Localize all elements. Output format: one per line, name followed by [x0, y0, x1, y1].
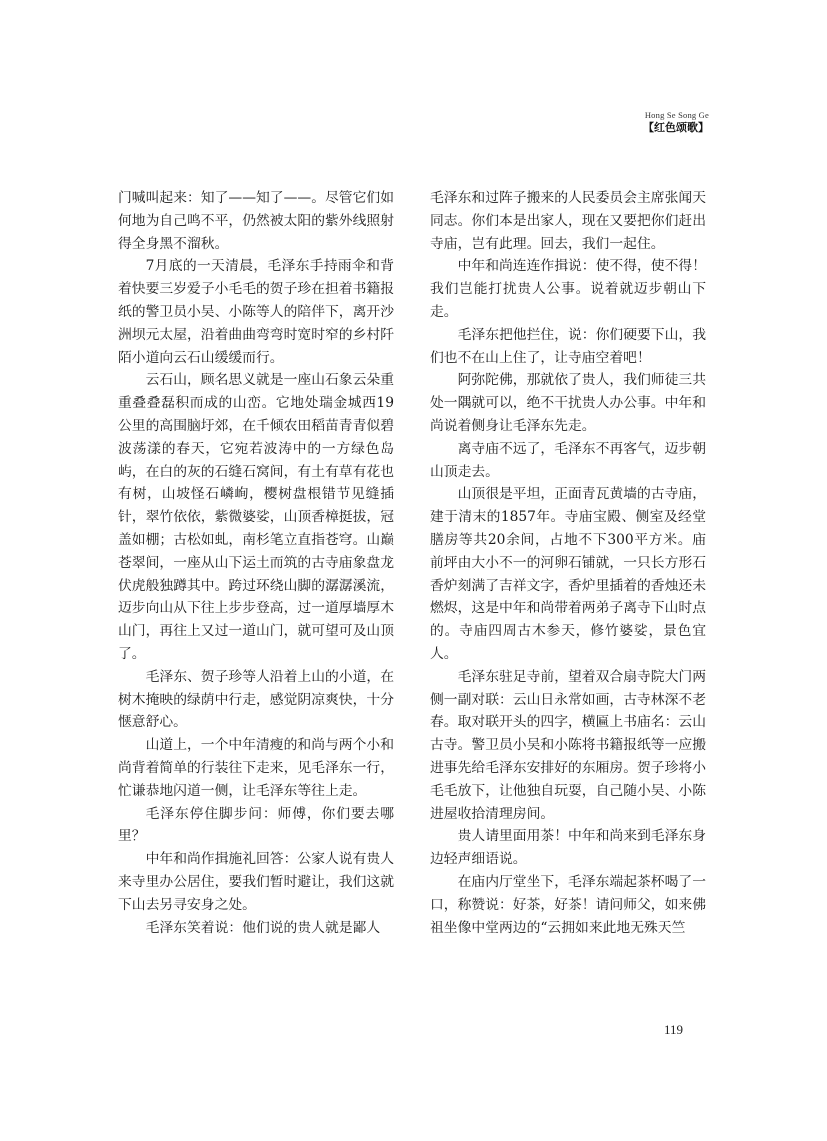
page-number: 119 — [664, 1022, 684, 1037]
paragraph: 山顶很是平坦，正面青瓦黄墙的古寺庙，建于清末的1857年。寺庙宝殿、侧室及经堂膳房等共20余间，占地不下300平方米。庙前坪由大小不一的河卵石铺就，一只长方形石香炉刻满了吉祥文字，香炉里插着的香烛还未燃烬，这是中年和尚带着两弟子离寺下山时点的。寺庙四周古木参天，修竹婆娑，景色宜人。 — [430, 486, 706, 662]
running-header-section-title: 【红色颂歌】 — [643, 121, 709, 134]
paragraph: 毛泽东停住脚步问：师傅，你们要去哪里？ — [118, 805, 394, 845]
left-text-column — [118, 187, 394, 939]
paragraph: 在庙内厅堂坐下，毛泽东端起茶杯喝了一口，称赞说：好茶，好茶！请问师父，如来佛祖坐像中堂两边的“云拥如来此地无殊天竺 — [430, 873, 706, 936]
right-text-column — [430, 187, 706, 939]
paragraph: 门喊叫起来：知了——知了——。尽管它们如何地为自己鸣不平，仍然被太阳的紫外线照射得全身黑不溜秋。 — [118, 190, 394, 252]
paragraph: 毛泽东笑着说：他们说的贵人就是鄙人 — [145, 919, 381, 936]
paragraph: 阿弥陀佛，那就依了贵人，我们师徒三共处一隅就可以，绝不干扰贵人办公事。中年和尚说着侧身让毛泽东先走。 — [430, 372, 706, 434]
paragraph: 7月底的一天清晨，毛泽东手持雨伞和背着快要三岁爱子小毛毛的贺子珍在担着书籍报纸的警卫员小吴、小陈等人的陪伴下，离开沙洲坝元太屋，沿着曲曲弯弯时宽时窄的乡村阡陌小道向云石山缓缓而行。 — [118, 258, 394, 366]
paragraph: 中年和尚连连作揖说：使不得，使不得！我们岂能打扰贵人公事。说着就迈步朝山下走。 — [430, 258, 706, 320]
paragraph: 云石山，顾名思义就是一座山石象云朵重重叠叠磊积而成的山峦。它地处瑞金城西19公里的高围脑圩郊，在千倾农田稻苗青青似碧波荡漾的春天，它宛若波涛中的一方绿色岛屿，在白的灰的石缝石窝间，有土有草有花也有树，山坡怪石嶙峋，樱树盘根错节见缝插针，翠竹依依，紫微婆娑，山顶香樟挺拔，冠盖如棚；古松如虬，南杉笔立直指苍穹。山巅苍翠间，一座从山下运土而筑的古寺庙象盘龙伏虎般独蹲其中。跨过环绕山脚的潺潺溪流，迈步向山从下往上步步登高，过一道厚墙厚木山门，再往上又过一道山门，就可望可及山顶了。 — [118, 372, 394, 662]
running-header — [643, 110, 709, 135]
paragraph: 贵人请里面用茶！中年和尚来到毛泽东身边轻声细语说。 — [430, 828, 706, 868]
paragraph: 山道上，一个中年清瘦的和尚与两个小和尚背着简单的行装往下走来，见毛泽东一行，忙谦恭地闪道一侧，让毛泽东等往上走。 — [118, 737, 394, 799]
paragraph: 离寺庙不远了，毛泽东不再客气，迈步朝山顶走去。 — [430, 440, 706, 480]
paragraph: 毛泽东驻足寺前，望着双合扇寺院大门两侧一副对联：云山日永常如画，古寺林深不老春。取对联开头的四字，横匾上书庙名：云山古寺。警卫员小吴和小陈将书籍报纸等一应搬进事先给毛泽东安排好的东厢房。贺子珍将小毛毛放下，让他独自玩耍，自己随小吴、小陈进屋收拾清理房间。 — [430, 668, 706, 822]
paragraph: 毛泽东、贺子珍等人沿着上山的小道，在树木掩映的绿荫中行走，感觉阴凉爽快，十分惬意舒心。 — [118, 668, 394, 731]
paragraph: 中年和尚作揖施礼回答：公家人说有贵人来寺里办公居住，要我们暂时避让，我们这就下山去另寻安身之处。 — [118, 851, 394, 913]
running-header-pinyin: Hong Se Song Ge — [644, 110, 709, 120]
paragraph: 毛泽东和过阵子搬来的人民委员会主席张闻天同志。你们本是出家人，现在又要把你们赶出寺庙，岂有此理。回去，我们一起住。 — [430, 190, 706, 252]
paragraph: 毛泽东把他拦住，说：你们硬要下山，我们也不在山上住了，让寺庙空着吧！ — [430, 326, 706, 366]
